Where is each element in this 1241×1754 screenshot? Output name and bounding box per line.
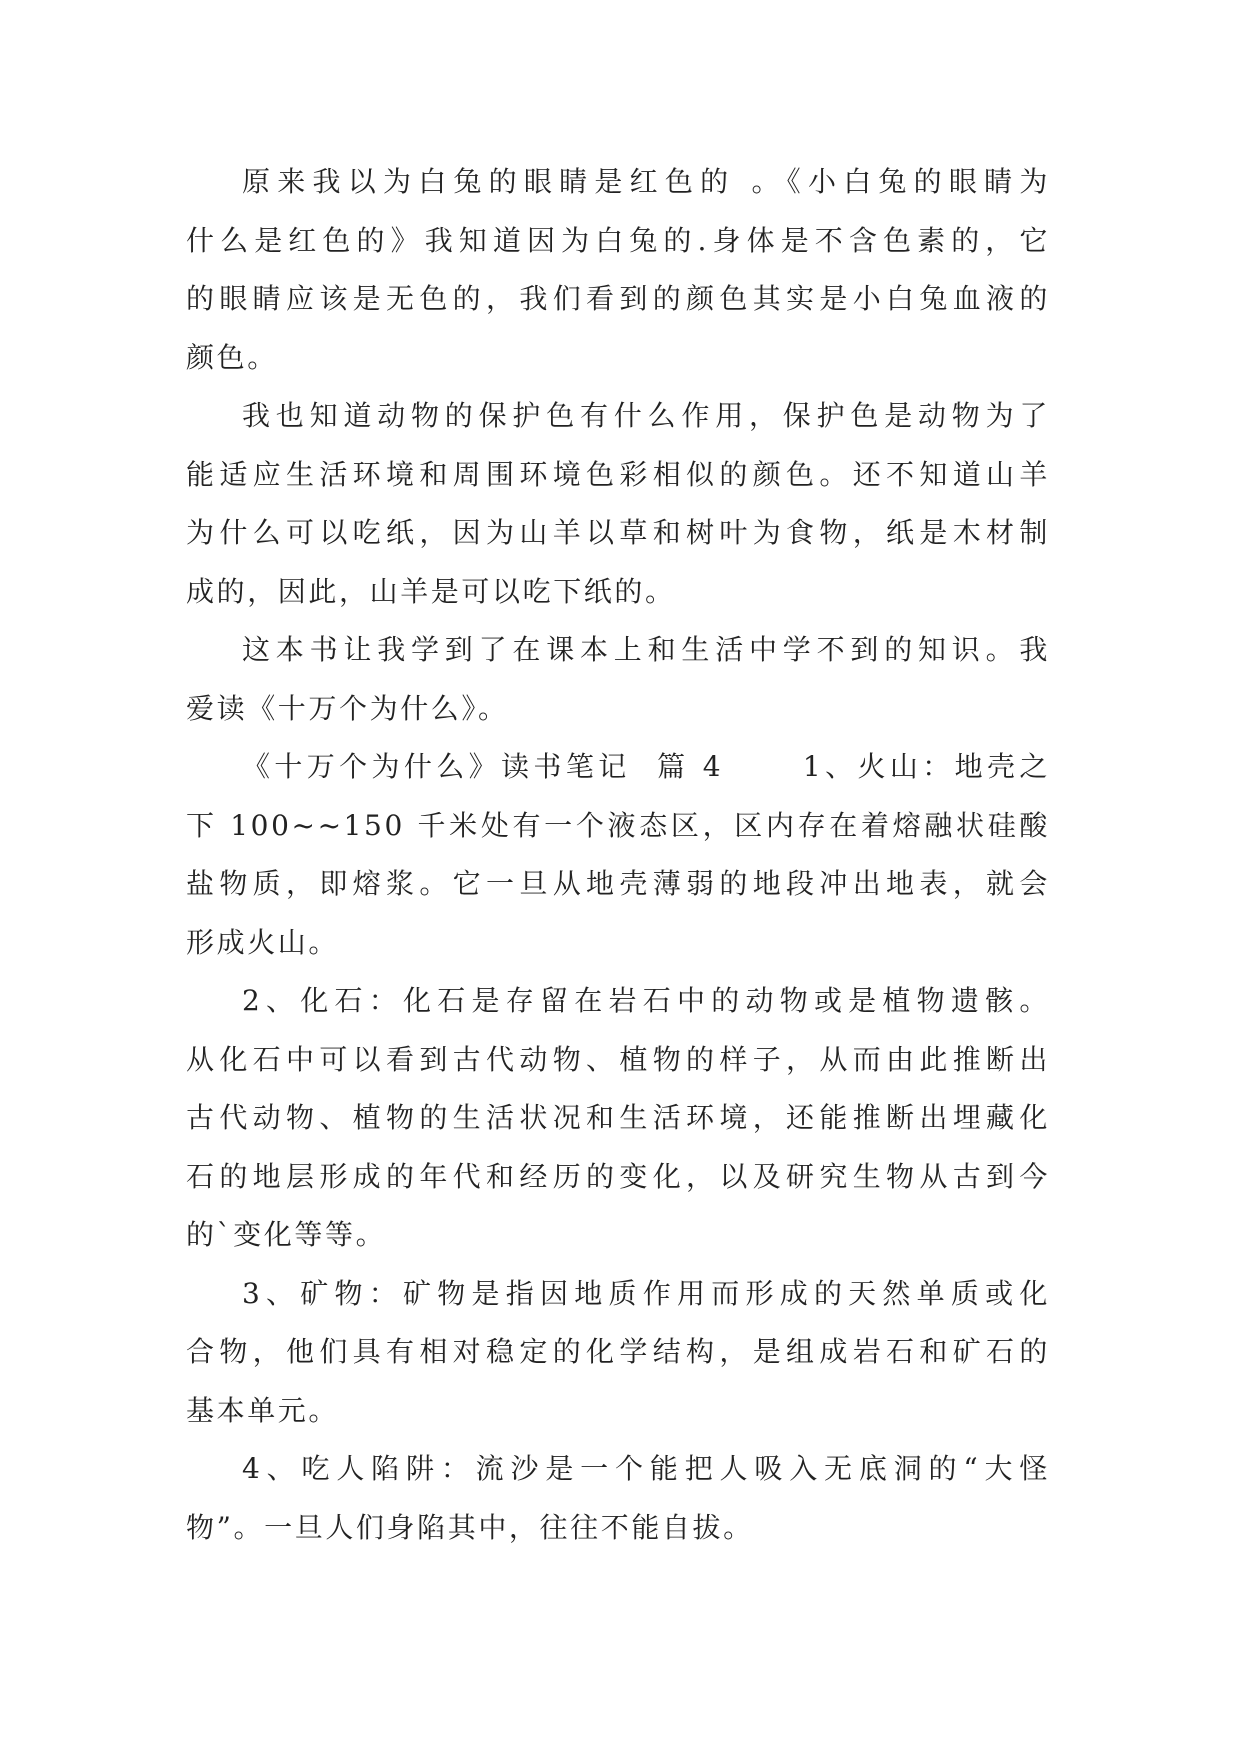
text-line: 原来我以为白兔的眼睛是红色的 。《小白兔的眼睛为 [242,165,1050,198]
text-line: 爱读《十万个为什么》。 [186,691,509,725]
text-line: 基本单元。 [186,1393,340,1427]
paragraph-protective-color [186,387,1050,621]
text-line: 形成火山。 [186,925,340,959]
text-line: 的眼睛应该是无色的，我们看到的颜色其实是小白兔血液的 [186,282,1050,315]
document-body [186,153,1050,1557]
text-line: 我也知道动物的保护色有什么作用，保护色是动物为了 [242,399,1050,432]
text-line: 2、化石：化石是存留在岩石中的动物或是植物遗骸。 [242,984,1050,1017]
text-line: 的`变化等等。 [186,1218,387,1251]
text-line: 古代动物、植物的生活状况和生活环境，还能推断出埋藏化 [186,1101,1050,1134]
paragraph-white-rabbit-eyes [186,153,1050,387]
text-line: 颜色。 [186,340,278,374]
paragraph-volcano [186,738,1050,972]
text-line: 盐物质，即熔浆。它一旦从地壳薄弱的地段冲出地表，就会 [186,867,1050,900]
text-line: 能适应生活环境和周围环境色彩相似的颜色。还不知道山羊 [186,457,1050,491]
text-line: 石的地层形成的年代和经历的变化，以及研究生物从古到今 [186,1159,1050,1193]
paragraph-mineral [186,1265,1050,1441]
text-line: 成的，因此，山羊是可以吃下纸的。 [186,574,676,608]
text-line: 什么是红色的》我知道因为白兔的.身体是不含色素的，它 [186,223,1050,257]
text-line: 4、吃人陷阱：流沙是一个能把人吸入无底洞的“大怪 [242,1452,1050,1485]
text-line: 下 100~~150 千米处有一个液态区，区内存在着熔融状硅酸 [186,808,1050,842]
text-line: 从化石中可以看到古代动物、植物的样子，从而由此推断出 [186,1042,1050,1076]
text-line: 为什么可以吃纸，因为山羊以草和树叶为食物，纸是木材制 [186,516,1050,549]
text-line: 3、矿物：矿物是指因地质作用而形成的天然单质或化 [242,1276,1050,1310]
text-line: 这本书让我学到了在课本上和生活中学不到的知识。我 [242,633,1050,666]
paragraph-quicksand [186,1440,1050,1557]
text-line: 合物，他们具有相对稳定的化学结构，是组成岩石和矿石的 [186,1335,1050,1368]
text-line: 物”。一旦人们身陷其中，往往不能自拔。 [186,1510,754,1544]
paragraph-love-reading [186,621,1050,738]
text-line: 《十万个为什么》读书笔记 篇 4 1、火山：地壳之 [242,750,1050,783]
paragraph-fossil [186,972,1050,1265]
